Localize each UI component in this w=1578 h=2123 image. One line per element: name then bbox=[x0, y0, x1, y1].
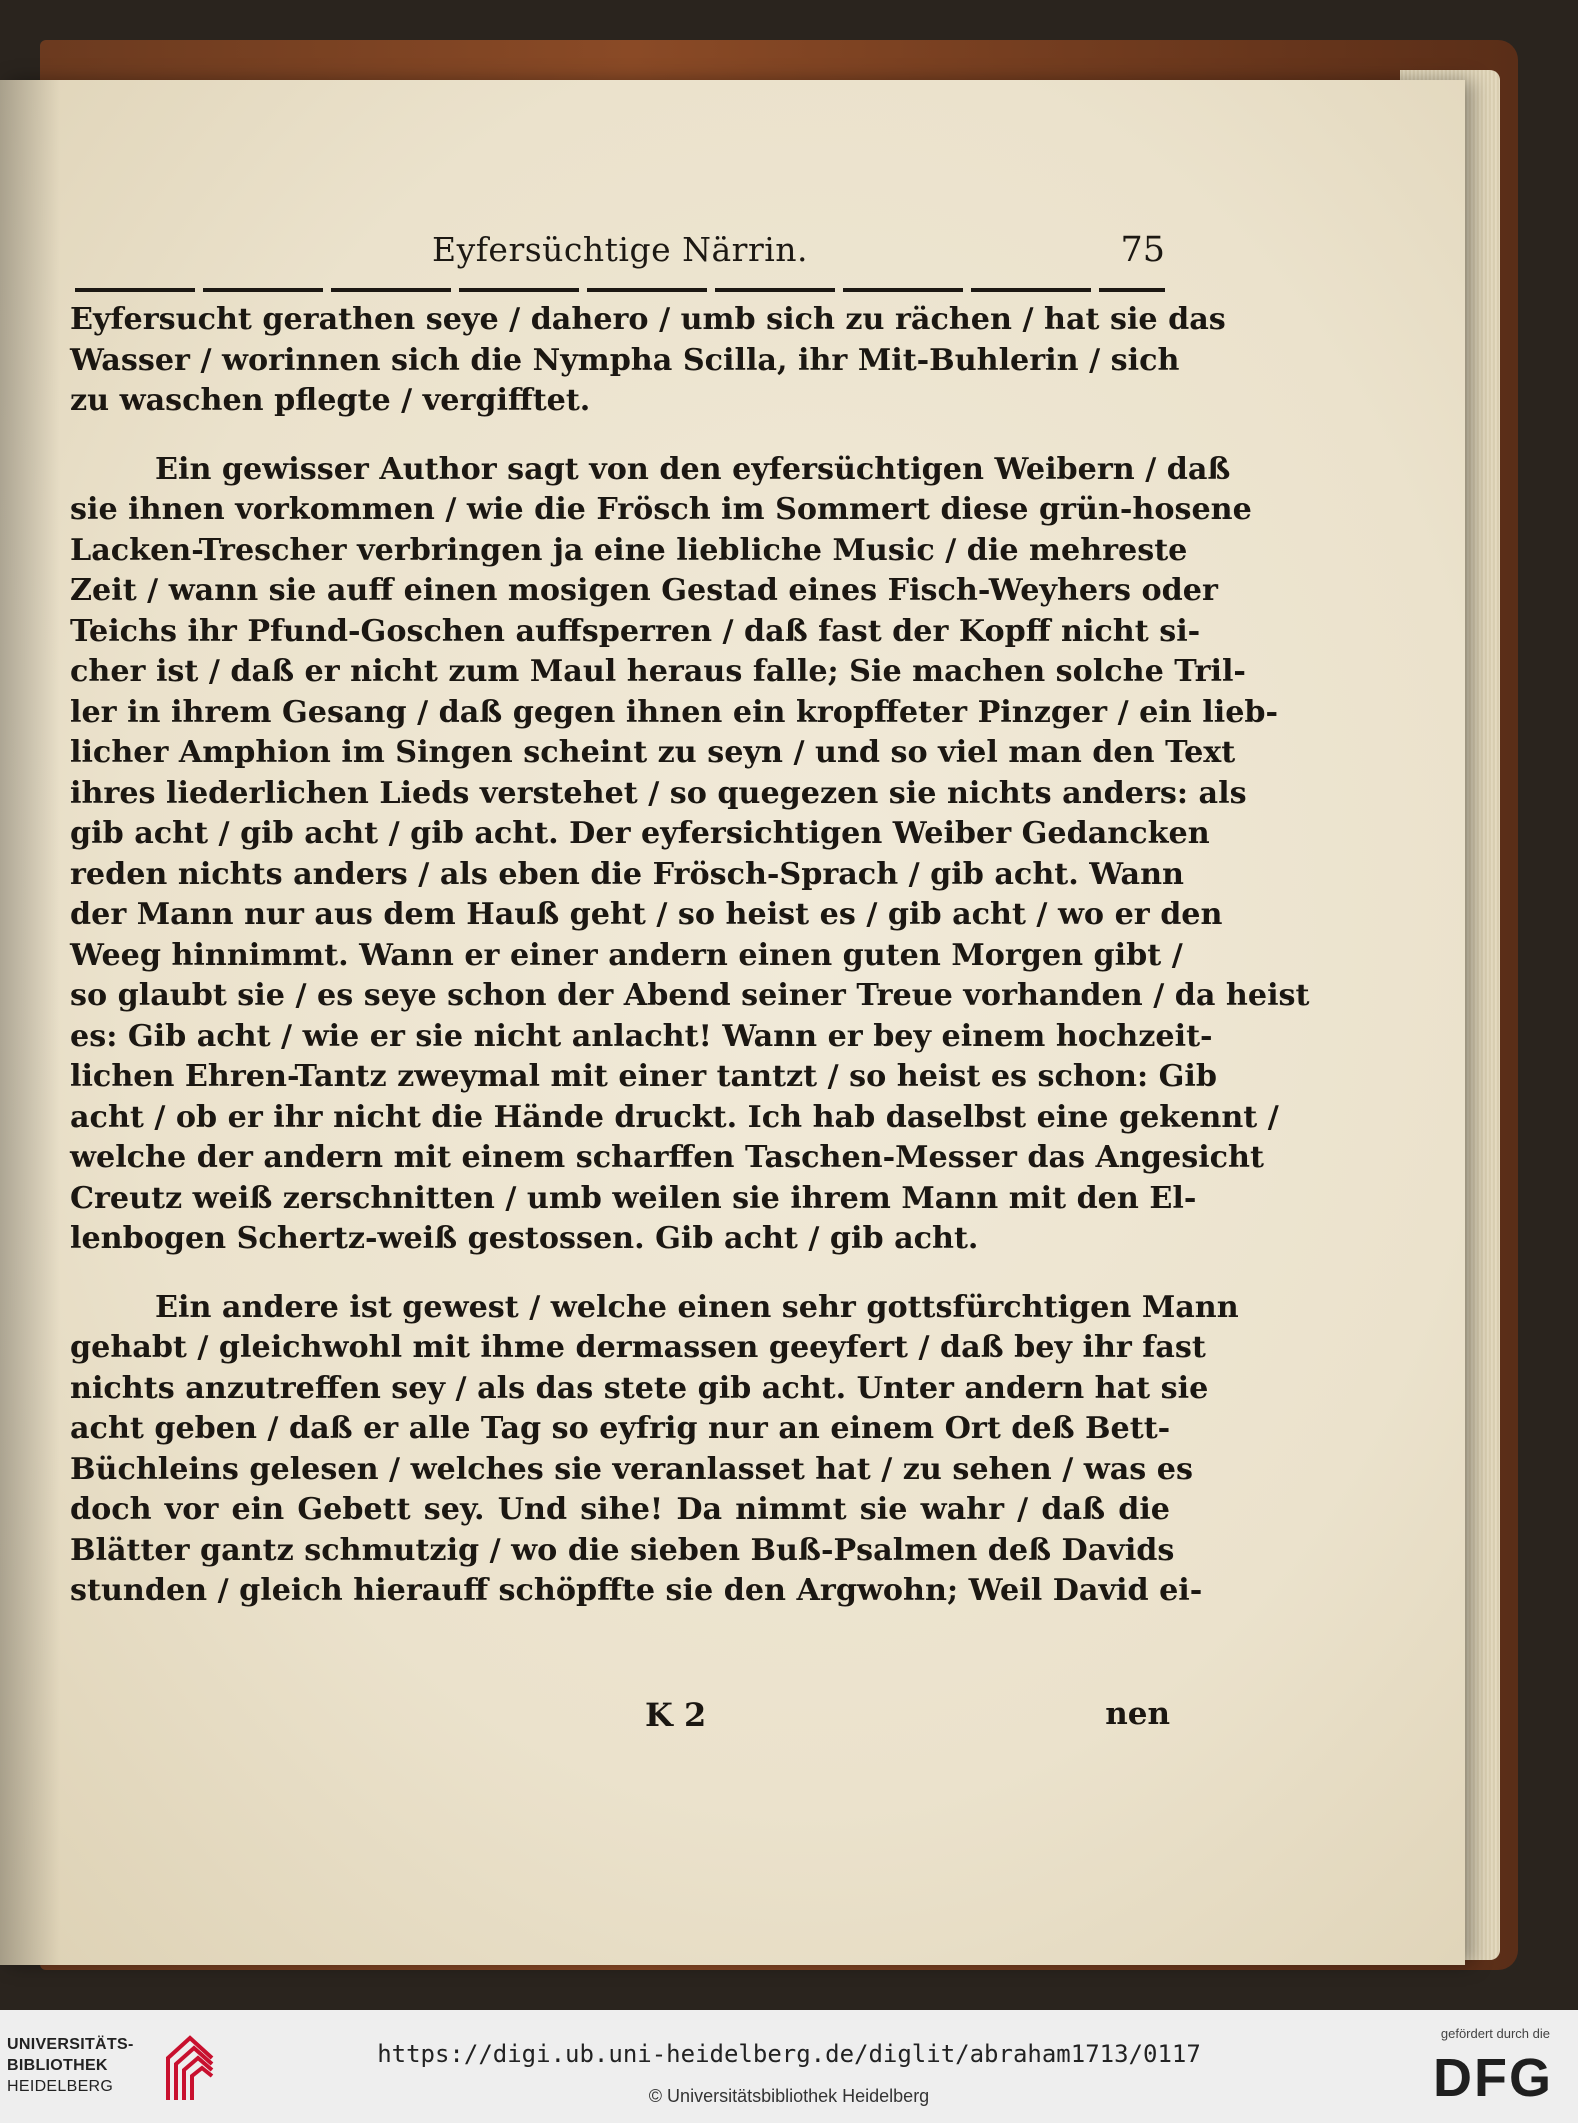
text-line: doch vor ein Gebett sey. Und sihe! Da nimmt sie wahr / daß die bbox=[70, 1492, 1170, 1527]
text-line: reden nichts anders / als eben die Frösch-Sprach / gib acht. Wann bbox=[70, 856, 1184, 892]
text-line: Büchleins gelesen / welches sie veranlasset hat / zu sehen / was es bbox=[70, 1451, 1193, 1487]
text-line: es: Gib acht / wie er sie nicht anlacht! Wann er bey einem hochzeit- bbox=[70, 1018, 1213, 1054]
viewer-footer bbox=[0, 2010, 1578, 2123]
text-line: lenbogen Schertz-weiß gestossen. Gib acht / gib acht. bbox=[70, 1221, 979, 1256]
text-line: Zeit / wann sie auff einen mosigen Gestad eines Fisch-Weyhers oder bbox=[70, 573, 1218, 608]
library-line: HEIDELBERG bbox=[7, 2078, 114, 2095]
head-rule bbox=[75, 288, 1165, 292]
text-line: gehabt / gleichwohl mit ihme dermassen geeyfert / daß bey ihr fast bbox=[70, 1330, 1206, 1365]
catch-line bbox=[70, 1696, 1170, 1738]
text-line: ler in ihrem Gesang / daß gegen ihnen ein kropffeter Pinzger / ein lieb- bbox=[70, 694, 1279, 730]
text-line: Ein gewisser Author sagt von den eyfersüchtigen Weibern / daß bbox=[155, 451, 1231, 487]
text-line: Lacken-Trescher verbringen ja eine liebliche Music / die mehreste bbox=[70, 532, 1188, 568]
text-line: acht geben / daß er alle Tag so eyfrig nur an einem Ort deß Bett- bbox=[70, 1411, 1171, 1446]
catchword: nen bbox=[1105, 1696, 1170, 1732]
text-line: zu waschen pflegte / vergifftet. bbox=[70, 383, 591, 418]
text-line: Blätter gantz schmutzig / wo die sieben Buß-Psalmen deß Davids bbox=[70, 1532, 1175, 1568]
library-line: UNIVERSITÄTS- bbox=[7, 2036, 134, 2053]
text-line: Teichs ihr Pfund-Goschen auffsperren / daß fast der Kopff nicht si- bbox=[70, 613, 1201, 649]
text-line: licher Amphion im Singen scheint zu seyn / und so viel man den Text bbox=[70, 735, 1236, 770]
text-line: der Mann nur aus dem Hauß geht / so heist es / gib acht / wo er den bbox=[70, 897, 1223, 932]
body-text bbox=[70, 300, 1310, 1612]
running-title: Eyfersüchtige Närrin. bbox=[431, 230, 809, 269]
text-line: Weeg hinnimmt. Wann er einer andern einen guten Morgen gibt / bbox=[70, 937, 1183, 973]
funding-note: gefördert durch die bbox=[1440, 2026, 1550, 2041]
copyright-note: © Universitätsbibliothek Heidelberg bbox=[648, 2086, 930, 2106]
page-url-link[interactable]: https://digi.ub.uni-heidelberg.de/diglit/abraham1713/0117 bbox=[377, 2040, 1201, 2068]
text-line: sie ihnen vorkommen / wie die Frösch im Sommert diese grün-hosene bbox=[70, 492, 1252, 527]
page-number: 75 bbox=[1120, 230, 1165, 270]
text-line: Creutz weiß zerschnitten / umb weilen sie ihrem Mann mit den El- bbox=[70, 1180, 1197, 1216]
text-line: so glaubt sie / es seye schon der Abend seiner Treue vorhanden / da heist bbox=[70, 978, 1310, 1013]
signature-mark: K 2 bbox=[645, 1696, 707, 1734]
text-line: lichen Ehren-Tantz zweymal mit einer tantzt / so heist es schon: Gib bbox=[70, 1059, 1217, 1094]
paragraph-gap bbox=[70, 1260, 1170, 1288]
text-line: welche der andern mit einem scharffen Taschen-Messer das Angesicht bbox=[70, 1140, 1264, 1175]
text-line: cher ist / daß er nicht zum Maul heraus falle; Sie machen solche Tril- bbox=[70, 654, 1246, 689]
library-line: BIBLIOTHEK bbox=[7, 2057, 108, 2074]
text-line: Eyfersucht gerathen seye / dahero / umb sich zu rächen / hat sie das bbox=[70, 302, 1226, 337]
text-line: Wasser / worinnen sich die Nympha Scilla, ihr Mit-Buhlerin / sich bbox=[70, 342, 1180, 378]
text-line: Ein andere ist gewest / welche einen sehr gottsfürchtigen Mann bbox=[155, 1289, 1239, 1325]
text-line: nichts anzutreffen sey / als das stete gib acht. Unter andern hat sie bbox=[70, 1370, 1209, 1406]
running-head bbox=[75, 230, 1165, 276]
text-line: ihres liederlichen Lieds verstehet / so quegezen sie nichts anders: als bbox=[70, 775, 1247, 811]
text-line: stunden / gleich hierauff schöpffte sie den Argwohn; Weil David ei- bbox=[70, 1573, 1203, 1608]
text-line: gib acht / gib acht / gib acht. Der eyfersichtigen Weiber Gedancken bbox=[70, 816, 1210, 851]
text-line: acht / ob er ihr nicht die Hände druckt. Ich hab daselbst eine gekennt / bbox=[70, 1099, 1279, 1135]
paragraph-gap bbox=[70, 422, 1170, 450]
dfg-logo: DFG bbox=[1433, 2048, 1553, 2108]
